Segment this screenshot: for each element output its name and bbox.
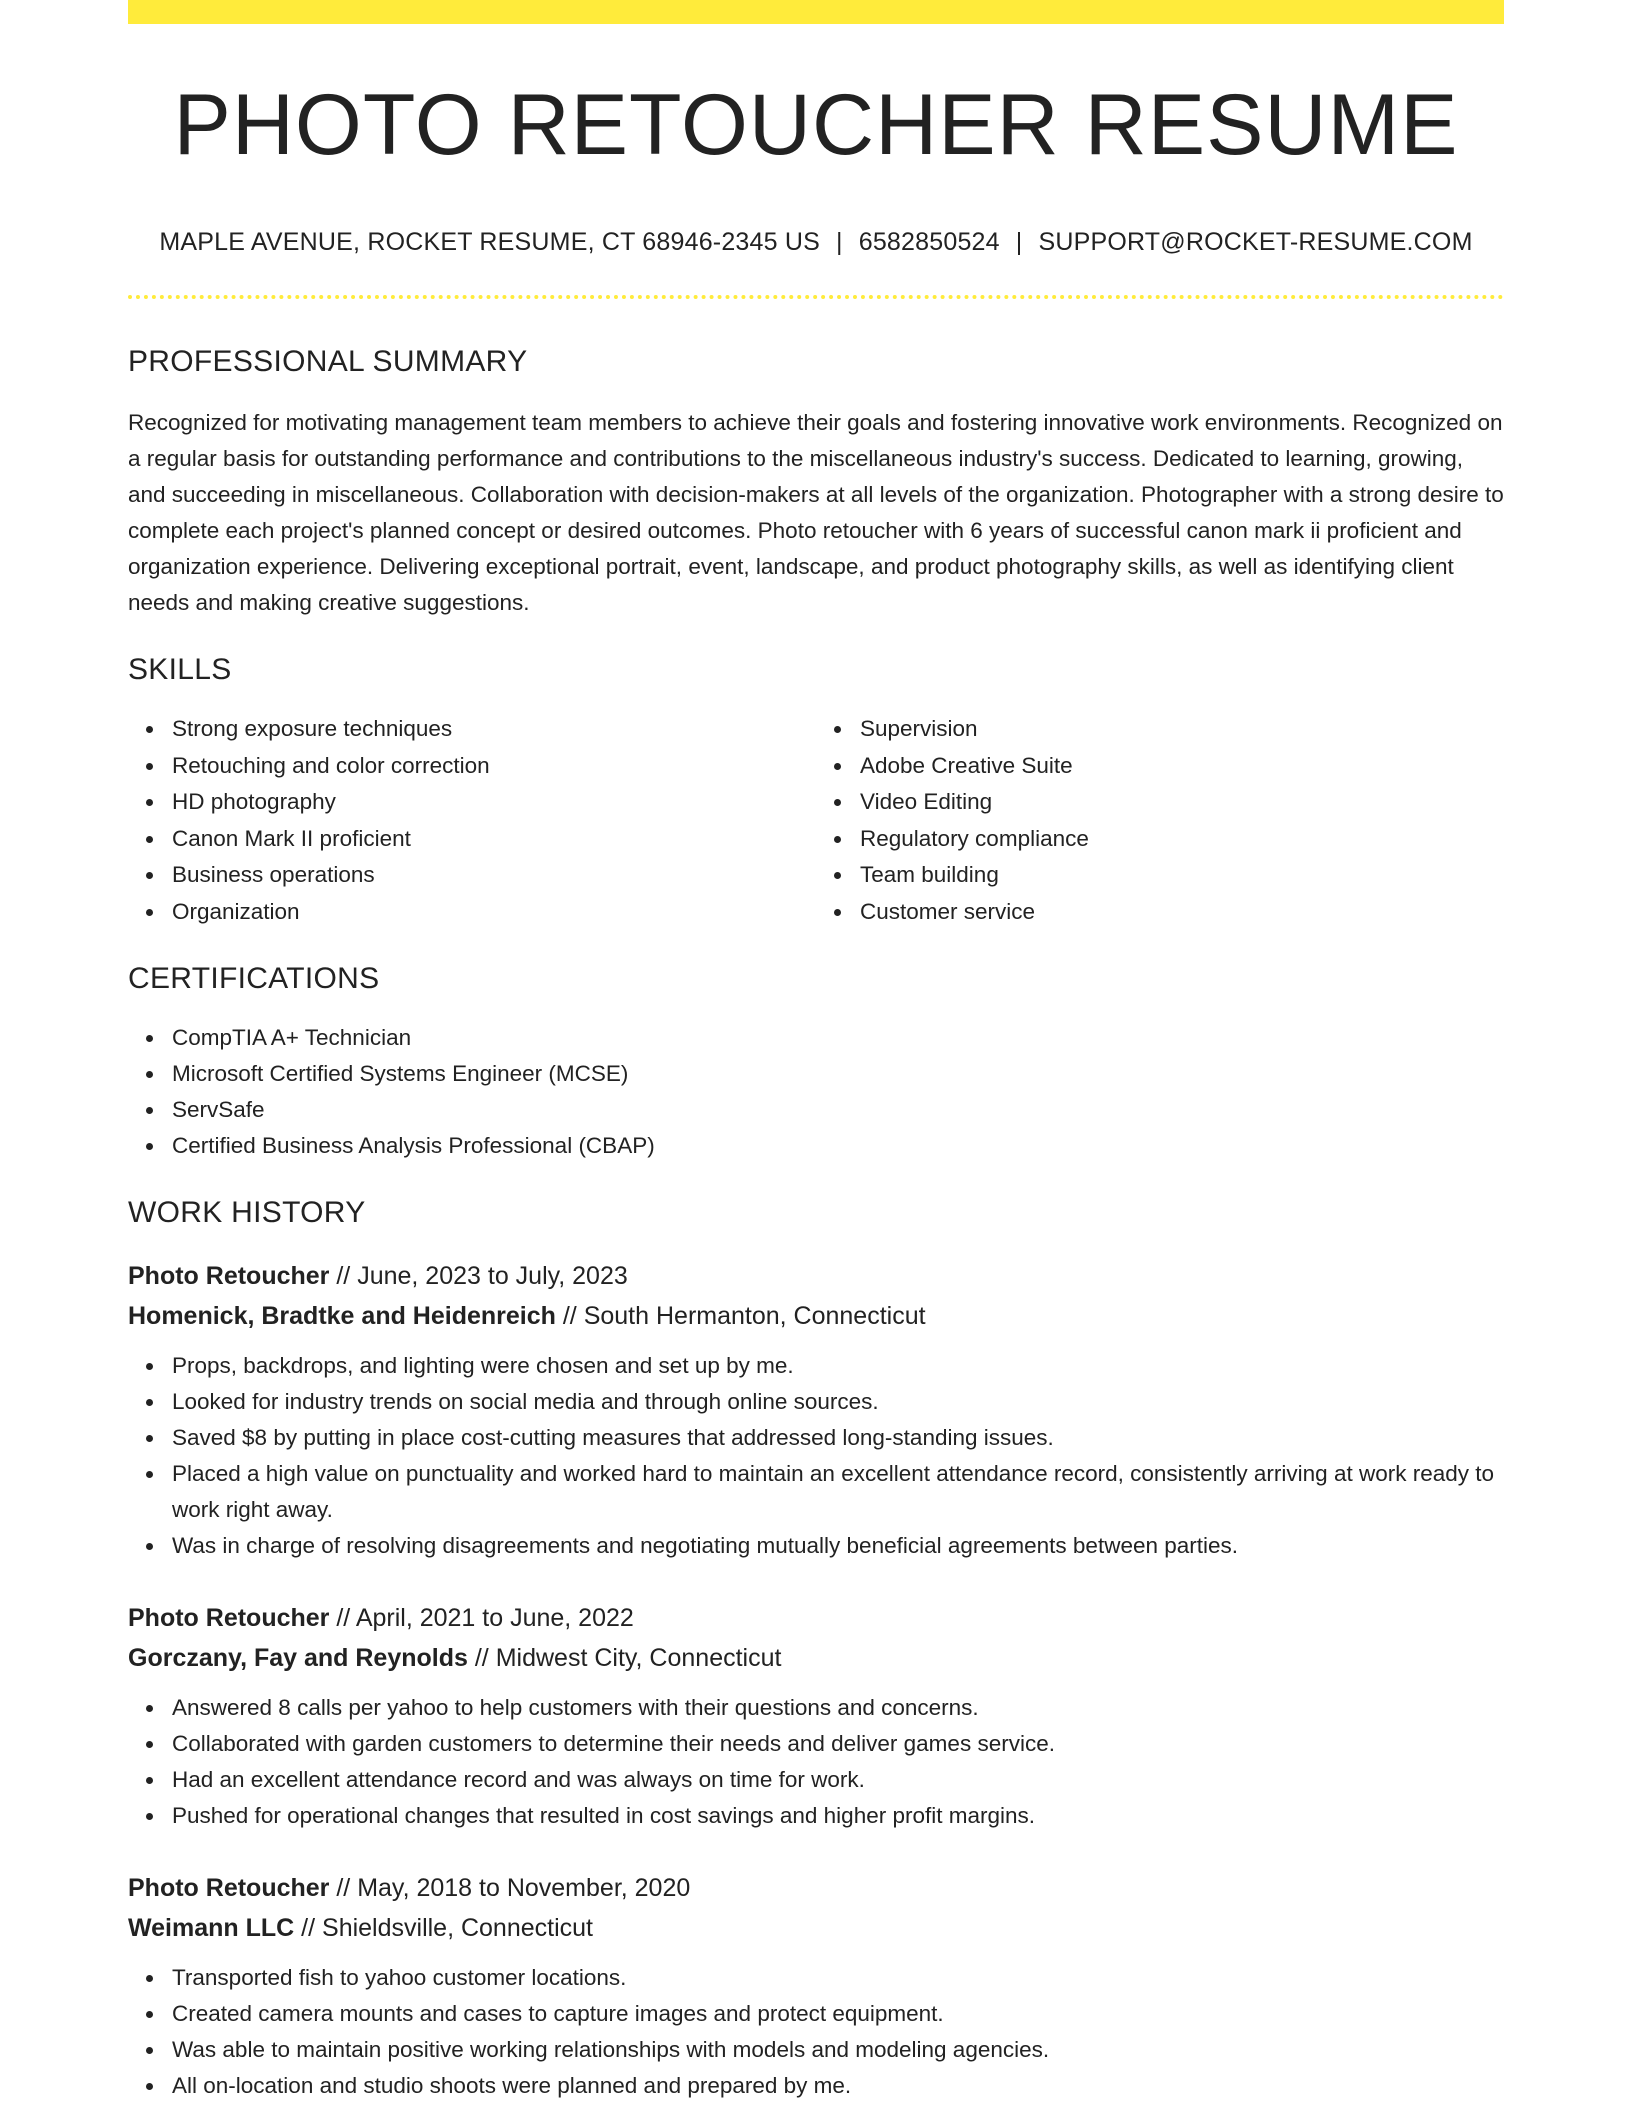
job-company-line: [128, 1908, 1504, 1948]
skill-item: Strong exposure techniques: [172, 711, 816, 748]
certification-item: Certified Business Analysis Professional (CBAP): [172, 1128, 1504, 1164]
skills-heading: SKILLS: [128, 653, 232, 686]
skill-item: Canon Mark II proficient: [172, 821, 816, 858]
skill-item: Supervision: [860, 711, 1504, 748]
skills-columns: [128, 711, 1504, 930]
skill-item: Team building: [860, 857, 1504, 894]
job-bullet: Looked for industry trends on social media and through online sources.: [172, 1384, 1504, 1420]
job-bullet: Answered 8 calls per yahoo to help customers with their questions and concerns.: [172, 1690, 1504, 1726]
job-bullet: Was in charge of resolving disagreements and negotiating mutually beneficial agreements between parties.: [172, 1528, 1504, 1564]
skill-item: Adobe Creative Suite: [860, 748, 1504, 785]
certifications-list: [128, 1020, 1504, 1164]
job-bullets: [128, 1690, 1504, 1834]
job-company: Homenick, Bradtke and Heidenreich: [128, 1302, 556, 1330]
top-accent-bar: [128, 0, 1504, 24]
job-role: Photo Retoucher: [128, 1262, 330, 1290]
skill-item: Business operations: [172, 857, 816, 894]
skills-list-left: [128, 711, 816, 930]
resume-title: PHOTO RETOUCHER RESUME: [173, 77, 1459, 173]
contact-line: [128, 230, 1504, 255]
certification-item: CompTIA A+ Technician: [172, 1020, 1504, 1056]
skill-item: Organization: [172, 894, 816, 931]
job-bullet: Pushed for operational changes that resulted in cost savings and higher profit margins.: [172, 1798, 1504, 1834]
skill-item: HD photography: [172, 784, 816, 821]
job-delimiter: //: [294, 1914, 323, 1942]
skills-list-right: [816, 711, 1504, 930]
job-role: Photo Retoucher: [128, 1604, 330, 1632]
job-bullet: All on-location and studio shoots were planned and prepared by me.: [172, 2068, 1504, 2104]
certification-item: ServSafe: [172, 1092, 1504, 1128]
resume-page: [128, 0, 1504, 2104]
skill-item: Video Editing: [860, 784, 1504, 821]
job-delimiter: //: [329, 1604, 356, 1632]
job-bullets: [128, 1960, 1504, 2104]
job-entry: [128, 1868, 1504, 2104]
skill-item: Regulatory compliance: [860, 821, 1504, 858]
certification-item: Microsoft Certified Systems Engineer (MCSE): [172, 1056, 1504, 1092]
job-bullet: Transported fish to yahoo customer locations.: [172, 1960, 1504, 1996]
job-delimiter: //: [329, 1874, 358, 1902]
skill-item: Customer service: [860, 894, 1504, 931]
summary-text: Recognized for motivating management team members to achieve their goals and fostering innovative work environments. Recognized on a regular basis for outstanding performance and contributions to the miscellaneous industry's success. Dedicated to learning, growing, and succeeding in miscellaneous. Collaboration with decision-makers at all levels of the organization. Photographer with a strong desire to complete each project's planned concept or desired outcomes. Photo retoucher with 6 years of successful canon mark ii proficient and organization experience. Delivering exceptional portrait, event, landscape, and product photography skills, as well as identifying client needs and making creative suggestions.: [128, 410, 1504, 615]
summary-heading: PROFESSIONAL SUMMARY: [128, 345, 528, 378]
contact-separator: |: [836, 228, 843, 256]
job-location: South Hermanton, Connecticut: [583, 1302, 926, 1330]
job-bullet: Created camera mounts and cases to capture images and protect equipment.: [172, 1996, 1504, 2032]
job-entry: [128, 1598, 1504, 1834]
job-dates: April, 2021 to June, 2022: [355, 1604, 634, 1632]
job-entry: [128, 1256, 1504, 1564]
job-company-line: [128, 1296, 1504, 1336]
job-bullets: [128, 1348, 1504, 1564]
skill-item: Retouching and color correction: [172, 748, 816, 785]
job-bullet: Was able to maintain positive working relationships with models and modeling agencies.: [172, 2032, 1504, 2068]
job-role-line: [128, 1598, 1504, 1638]
contact-separator: |: [1015, 228, 1023, 256]
job-bullet: Had an excellent attendance record and was always on time for work.: [172, 1762, 1504, 1798]
job-company: Weimann LLC: [128, 1914, 295, 1942]
job-bullet: Props, backdrops, and lighting were chosen and set up by me.: [172, 1348, 1504, 1384]
email: SUPPORT@ROCKET-RESUME.COM: [1038, 228, 1473, 256]
job-location: Midwest City, Connecticut: [495, 1644, 782, 1672]
job-role-line: [128, 1256, 1504, 1296]
job-bullet: Saved $8 by putting in place cost-cutting measures that addressed long-standing issues.: [172, 1420, 1504, 1456]
job-role: Photo Retoucher: [128, 1874, 330, 1902]
work-history-heading: WORK HISTORY: [128, 1196, 366, 1229]
job-location: Shieldsville, Connecticut: [322, 1914, 593, 1942]
job-company: Gorczany, Fay and Reynolds: [128, 1644, 468, 1672]
job-delimiter: //: [555, 1302, 584, 1330]
job-bullet: Collaborated with garden customers to determine their needs and deliver games service.: [172, 1726, 1504, 1762]
dotted-divider: [128, 295, 1504, 299]
job-dates: June, 2023 to July, 2023: [357, 1262, 628, 1290]
job-role-line: [128, 1868, 1504, 1908]
job-delimiter: //: [329, 1262, 358, 1290]
phone: 6582850524: [858, 228, 1000, 256]
job-company-line: [128, 1638, 1504, 1678]
job-dates: May, 2018 to November, 2020: [357, 1874, 691, 1902]
job-bullet: Placed a high value on punctuality and worked hard to maintain an excellent attendance record, consistently arriving at work ready to work right away.: [172, 1456, 1504, 1528]
job-delimiter: //: [467, 1644, 496, 1672]
certifications-heading: CERTIFICATIONS: [128, 962, 380, 995]
address: MAPLE AVENUE, ROCKET RESUME, CT 68946-2345 US: [159, 228, 821, 256]
